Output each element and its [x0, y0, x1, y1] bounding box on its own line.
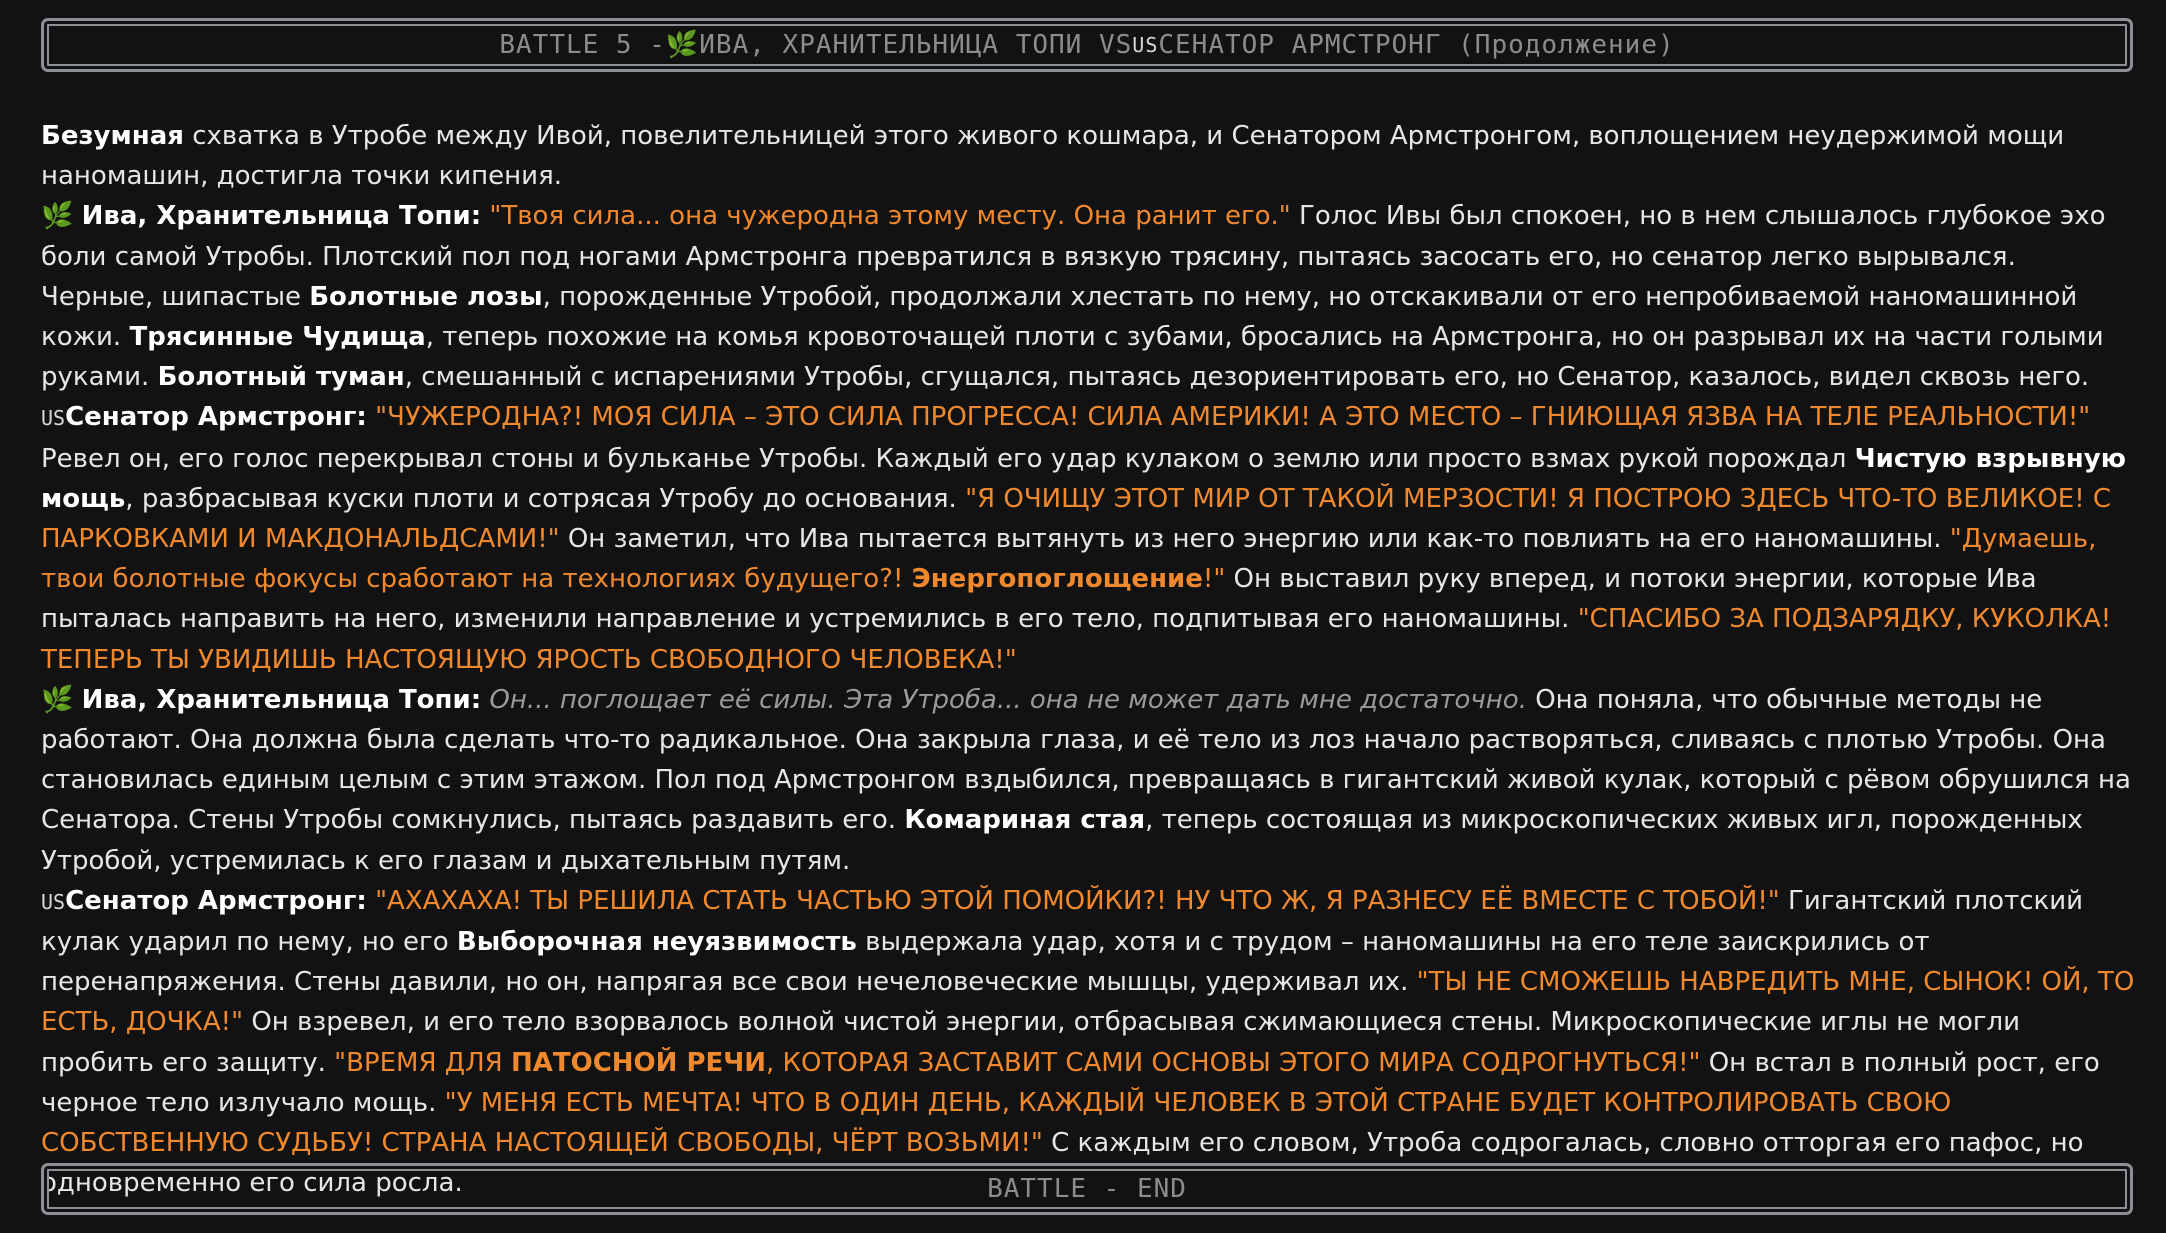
story-paragraph-armstrong-2	[41, 881, 2136, 1204]
narration: выдержала удар, хотя и с трудом – наномашины на его теле заискрились от перенапряжения. Стены давили, но он, напрягая все свои нечеловеческие мышцы, удерживал их.	[41, 927, 1930, 998]
battle-end-label: BATTLE - END	[987, 1173, 1187, 1204]
dialogue-quote: "У МЕНЯ ЕСТЬ МЕЧТА! ЧТО В ОДИН ДЕНЬ, КАЖДЫЙ ЧЕЛОВЕК В ЭТОЙ СТРАНЕ БУДЕТ КОНТРОЛИРОВАТЬ СВОЮ СОБСТВЕННУЮ СУДЬБУ! СТРАНА НАСТОЯЩЕЙ СВОБОДЫ, ЧЁРТ ВОЗЬМИ!"	[41, 1087, 1952, 1159]
leaf-icon: 🌿	[665, 29, 700, 60]
emphasis: Безумная	[41, 121, 184, 151]
story-paragraph-iva-1	[41, 196, 2136, 397]
leaf-icon: 🌿	[41, 201, 74, 232]
narration: Гигантский плотский кулак ударил по нему, но его	[41, 885, 2084, 958]
us-flag-icon: US	[41, 406, 66, 431]
dialogue-quote: "Я ОЧИЩУ ЭТОТ МИР ОТ ТАКОЙ МЕРЗОСТИ! Я ПОСТРОЮ ЗДЕСЬ ЧТО-ТО ВЕЛИКОЕ! С ПАРКОВКАМИ И МАКДОНАЛЬДСАМИ!"	[41, 483, 2112, 555]
ability-name: Выборочная неуязвимость	[456, 927, 857, 958]
dialogue-quote: "СПАСИБО ЗА ПОДЗАРЯДКУ, КУКОЛКА! ТЕПЕРЬ ТЫ УВИДИШЬ НАСТОЯЩУЮ ЯРОСТЬ СВОБОДНОГО ЧЕЛОВЕКА!"	[41, 604, 2112, 675]
speaker-name: Сенатор Армстронг:	[65, 885, 367, 916]
quote-part: !"	[1202, 564, 1226, 595]
narration: , теперь состоящая из микроскопических живых игл, порожденных Утробой, устремилась к его глазам и дыхательным путям.	[41, 805, 2083, 876]
narration: , разбрасывая куски плоти и сотрясая Утробу до основания.	[125, 483, 966, 514]
narration: Он выставил руку вперед, и потоки энергии, которые Ива пыталась направить на него, изменили направление и устремились в его тело, подпитывая его наномашины.	[41, 564, 2037, 635]
ability-name: Болотный туман	[157, 362, 405, 393]
ability-name: Энергопоглощение	[911, 564, 1203, 595]
ability-name: Чистую взрывную мощь	[41, 443, 2126, 514]
narration: С каждым его словом, Утроба содрогалась, словно отторгая его пафос, но одновременно его сила росла.	[41, 1128, 2084, 1199]
ability-name: Болотные лозы	[309, 281, 543, 312]
narration: , порожденные Утробой, продолжали хлестать по нему, но отскакивали от его непробиваемой наномашинной кожи.	[41, 281, 2078, 353]
header-prefix: BATTLE 5 -	[499, 29, 666, 60]
narration: Голос Ивы был спокоен, но в нем слышалось глубокое эхо боли самой Утробы. Плотский пол под ногами Армстронга превратился в вязкую трясину, пытаясь засосать его, но сенатор легко вырывался. Черные, шипастые	[41, 201, 2106, 312]
narration: Он встал в полный рост, его черное тело излучало мощь.	[41, 1047, 2100, 1118]
quote-part: "ВРЕМЯ ДЛЯ	[334, 1047, 511, 1078]
narration: , теперь похожие на комья кровоточащей плоти с зубами, бросались на Армстронга, но он разрывал их на части голыми руками.	[41, 322, 2104, 393]
story-paragraph-intro	[41, 116, 2136, 196]
dialogue-quote: "ЧУЖЕРОДНА?! МОЯ СИЛА – ЭТО СИЛА ПРОГРЕССА! СИЛА АМЕРИКИ! А ЭТО МЕСТО – ГНИЮЩАЯ ЯЗВА НА ТЕЛЕ РЕАЛЬНОСТИ!"	[375, 402, 2091, 433]
quote-part: , КОТОРАЯ ЗАСТАВИТ САМИ ОСНОВЫ ЭТОГО МИРА СОДРОГНУТЬСЯ!"	[766, 1047, 1701, 1078]
ability-name: Трясинные Чудища	[129, 322, 426, 353]
speaker-name: Ива, Хранительница Топи:	[81, 684, 482, 715]
quote-part: "Думаешь, твои болотные фокусы сработают на технологиях будущего?!	[41, 524, 2097, 595]
inner-thought: Он... поглощает её силы. Эта Утроба... она не может дать мне достаточно.	[489, 684, 1527, 715]
narration: Ревел он, его голос перекрывал стоны и бульканье Утробы. Каждый его удар кулаком о землю или просто взмах рукой порождал	[41, 443, 1855, 474]
leaf-icon: 🌿	[41, 684, 74, 715]
battle-header-banner	[41, 18, 2133, 72]
narration: схватка в Утробе между Ивой, повелительницей этого живого кошмара, и Сенатором Армстронгом, воплощением неудержимой мощи наномашин, достигла точки кипения.	[41, 121, 2065, 192]
narration: , смешанный с испарениями Утробы, сгущался, пытаясь дезориентировать его, но Сенатор, казалось, видел сквозь него.	[404, 362, 2090, 393]
dialogue-quote: "Твоя сила... она чужеродна этому месту. Она ранит его."	[489, 201, 1291, 232]
emphasis: ПАТОСНОЙ РЕЧИ	[510, 1047, 767, 1078]
us-flag-icon: US	[1132, 32, 1159, 57]
header-fighter2: СЕНАТОР АРМСТРОНГ (Продолжение)	[1158, 29, 1675, 60]
header-fighter1: ИВА, ХРАНИТЕЛЬНИЦА ТОПИ VS	[699, 29, 1133, 60]
speaker-name: Сенатор Армстронг:	[65, 402, 367, 433]
ability-name: Комариная стая	[904, 805, 1146, 836]
battle-end-banner	[41, 1163, 2133, 1215]
story-paragraph-armstrong-1	[41, 397, 2136, 679]
speaker-name: Ива, Хранительница Топи:	[81, 201, 482, 232]
story-paragraph-iva-2	[41, 680, 2136, 881]
narration: Она поняла, что обычные методы не работают. Она должна была сделать что-то радикальное. Она закрыла глаза, и её тело из лоз начало растворяться, сливаясь с плотью Утробы. Она становилась единым целым с этим этажом. Пол под Армстронгом вздыбился, превращаясь в гигантский живой кулак, который с рёвом обрушился на Сенатора. Стены Утробы сомкнулись, пытаясь раздавить его.	[41, 684, 2131, 836]
battle-story	[41, 116, 2136, 1203]
narration: Он заметил, что Ива пытается вытянуть из него энергию или как-то повлиять на его наномашины.	[559, 524, 1950, 555]
us-flag-icon: US	[41, 889, 66, 914]
dialogue-quote: "АХАХАХА! ТЫ РЕШИЛА СТАТЬ ЧАСТЬЮ ЭТОЙ ПОМОЙКИ?! НУ ЧТО Ж, Я РАЗНЕСУ ЕЁ ВМЕСТЕ С ТОБОЙ!"	[375, 885, 1780, 916]
narration: Он взревел, и его тело взорвалось волной чистой энергии, отбрасывая сжимающиеся стены. Микроскопические иглы не могли пробить его защиту.	[41, 1007, 2021, 1078]
dialogue-quote	[334, 1048, 1700, 1078]
dialogue-quote: "ТЫ НЕ СМОЖЕШЬ НАВРЕДИТЬ МНЕ, СЫНОК! ОЙ, ТО ЕСТЬ, ДОЧКА!"	[41, 967, 2135, 1038]
